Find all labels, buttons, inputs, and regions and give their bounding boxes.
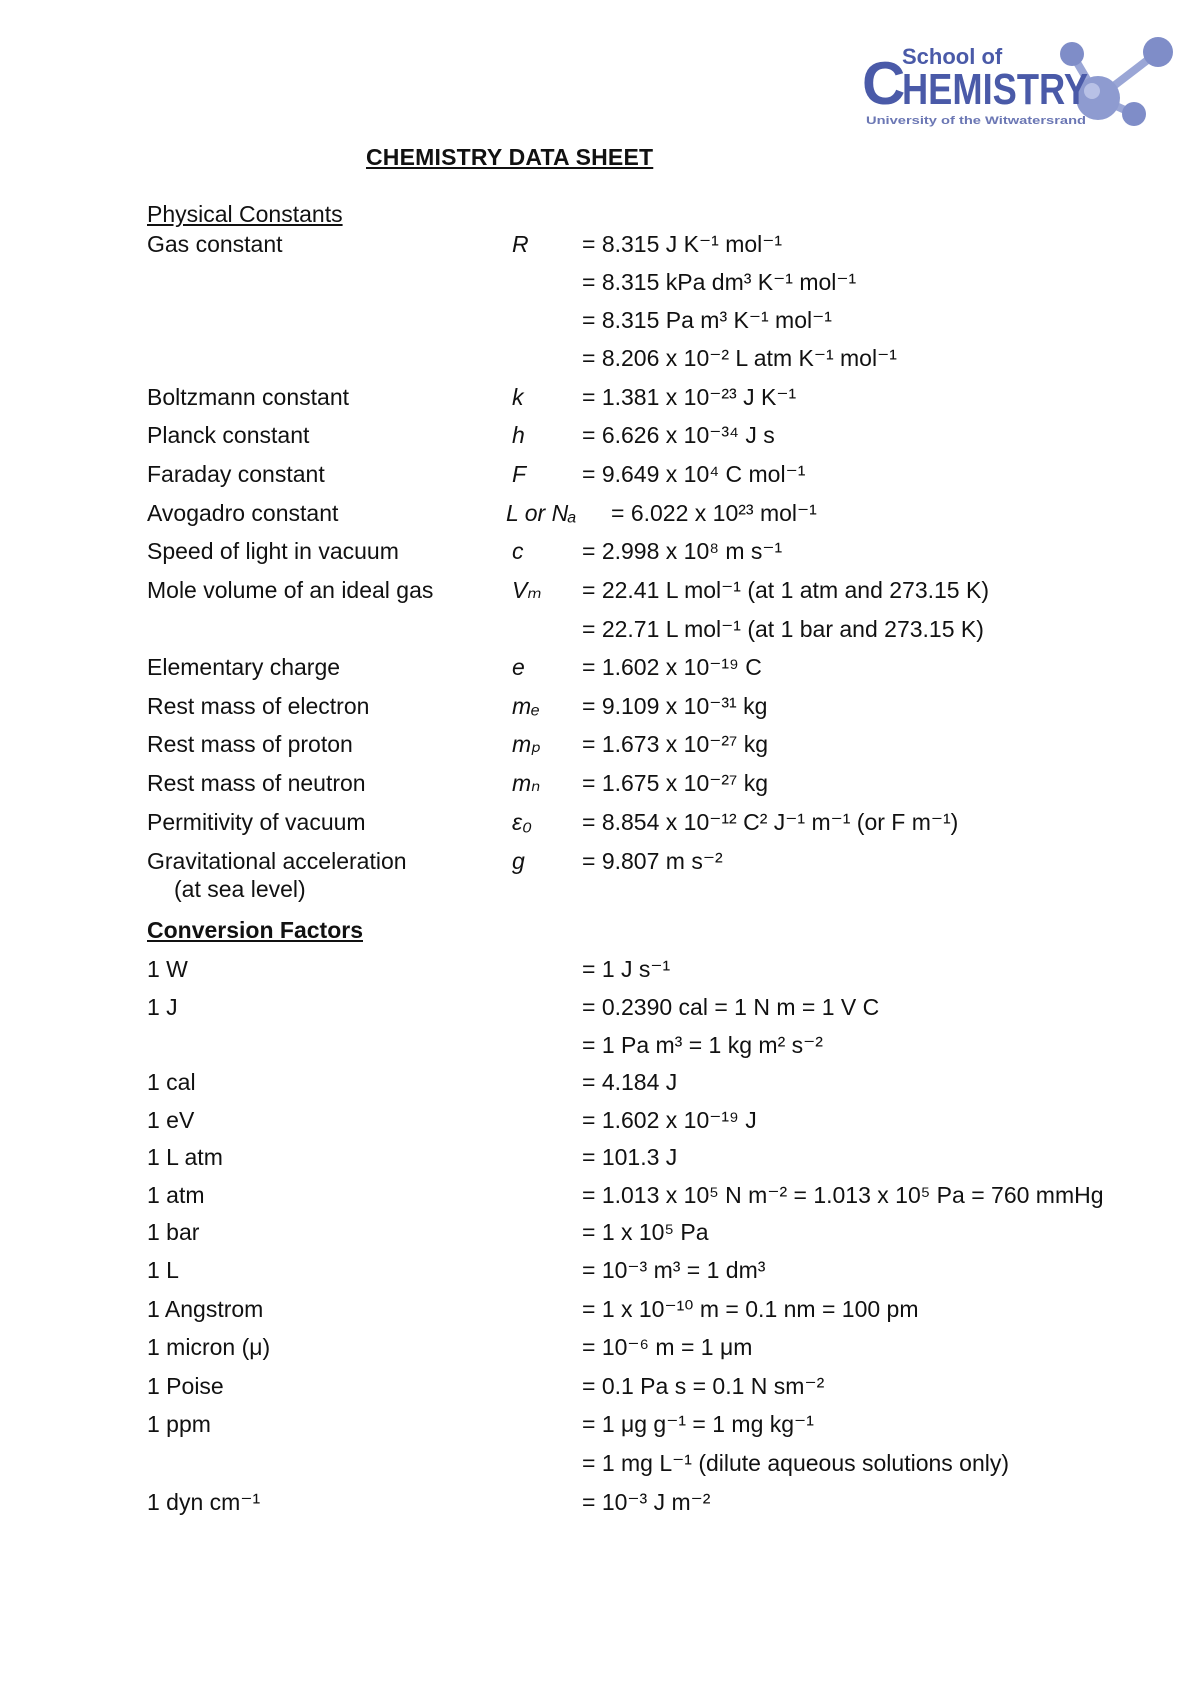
conversion-value: = 0.1 Pa s = 0.1 N sm⁻² (582, 1373, 825, 1399)
conversion-row (0, 1333, 1200, 1371)
conversion-value: = 1 mg L⁻¹ (dilute aqueous solutions only) (582, 1450, 1010, 1476)
conversion-value: = 1 x 10⁻¹⁰ m = 0.1 nm = 100 pm (582, 1296, 919, 1322)
conversion-row (0, 993, 1200, 1031)
constant-row (0, 769, 1200, 807)
constant-row (0, 268, 1200, 306)
conversion-unit: 1 J (147, 994, 178, 1020)
constant-value: = 9.649 x 10⁴ C mol⁻¹ (582, 461, 806, 487)
constant-row (0, 576, 1200, 614)
constant-label: Boltzmann constant (147, 384, 350, 410)
constant-value: = 9.807 m s⁻² (582, 848, 723, 874)
conversion-row (0, 1372, 1200, 1410)
constant-label: Rest mass of proton (147, 731, 353, 757)
constant-row (0, 730, 1200, 768)
constant-symbol: R (512, 231, 529, 257)
conversion-unit: 1 L (147, 1257, 179, 1283)
constant-symbol: mₚ (512, 731, 542, 757)
constant-row (0, 383, 1200, 421)
conversion-value: = 1 Pa m³ = 1 kg m² s⁻² (582, 1032, 823, 1058)
constant-symbol: mₑ (512, 693, 541, 719)
conversion-row (0, 955, 1200, 993)
constant-label: Elementary charge (147, 654, 341, 680)
constant-value: = 6.022 x 10²³ mol⁻¹ (611, 500, 817, 526)
conversion-unit: 1 eV (147, 1107, 195, 1133)
constant-symbol: ε₀ (512, 809, 532, 835)
constant-value: = 1.602 x 10⁻¹⁹ C (582, 654, 762, 680)
constant-row (0, 653, 1200, 691)
conversion-value: = 1 J s⁻¹ (582, 956, 671, 982)
constant-value: = 8.854 x 10⁻¹² C² J⁻¹ m⁻¹ (or F m⁻¹) (582, 809, 959, 835)
constant-value: = 8.315 Pa m³ K⁻¹ mol⁻¹ (582, 307, 832, 333)
constant-value: = 22.71 L mol⁻¹ (at 1 bar and 273.15 K) (582, 616, 984, 642)
constant-value: = 8.315 J K⁻¹ mol⁻¹ (582, 231, 783, 257)
conversion-row (0, 1031, 1200, 1069)
constant-label: Permitivity of vacuum (147, 809, 366, 835)
logo-line3: University of the Witwatersrand (866, 115, 1086, 127)
conversion-unit: 1 cal (147, 1069, 196, 1095)
conversion-unit: 1 micron (μ) (147, 1334, 271, 1360)
constant-label: Gas constant (147, 231, 283, 257)
constant-value: = 1.673 x 10⁻²⁷ kg (582, 731, 769, 757)
sphere-icon (1122, 102, 1146, 126)
conversion-unit: 1 ppm (147, 1411, 211, 1437)
conversion-value: = 1.602 x 10⁻¹⁹ J (582, 1107, 757, 1133)
conversion-value: = 10⁻⁶ m = 1 μm (582, 1334, 753, 1360)
logo-line1: School of (902, 44, 1003, 69)
conversion-value: = 10⁻³ m³ = 1 dm³ (582, 1257, 766, 1283)
constant-label: Avogadro constant (147, 500, 339, 526)
conversion-row (0, 1256, 1200, 1294)
conversion-row (0, 1410, 1200, 1448)
constant-row (0, 615, 1200, 653)
conversion-row (0, 1106, 1200, 1144)
constant-row (0, 692, 1200, 730)
conversion-factors-heading: Conversion Factors (147, 917, 363, 943)
conversion-row (0, 1181, 1200, 1219)
conversion-row (0, 1068, 1200, 1106)
constant-row (0, 537, 1200, 575)
conversion-unit: 1 atm (147, 1182, 205, 1208)
constant-label: Rest mass of electron (147, 693, 370, 719)
conversion-unit: 1 W (147, 956, 188, 982)
sphere-icon (1143, 37, 1173, 67)
conversion-unit: 1 Angstrom (147, 1296, 264, 1322)
constant-label: Planck constant (147, 422, 310, 448)
constant-label: Speed of light in vacuum (147, 538, 399, 564)
conversion-row (0, 1488, 1200, 1526)
constant-row (0, 421, 1200, 459)
constant-row (0, 230, 1200, 268)
conversion-value: = 4.184 J (582, 1069, 678, 1095)
constant-symbol: h (512, 422, 525, 448)
conversion-value: = 10⁻³ J m⁻² (582, 1489, 711, 1515)
constant-label-note: (at sea level) (174, 876, 306, 902)
constant-value: = 1.381 x 10⁻²³ J K⁻¹ (582, 384, 797, 410)
school-logo (862, 36, 1180, 136)
logo-line2: HEMISTRY (902, 65, 1088, 114)
constant-value: = 1.675 x 10⁻²⁷ kg (582, 770, 769, 796)
constant-label: Faraday constant (147, 461, 325, 487)
constant-value: = 6.626 x 10⁻³⁴ J s (582, 422, 775, 448)
conversion-row (0, 1218, 1200, 1256)
constant-label: Rest mass of neutron (147, 770, 366, 796)
constant-symbol: e (512, 654, 525, 680)
constant-row (0, 499, 1200, 537)
conversion-value: = 101.3 J (582, 1144, 678, 1170)
constant-row (0, 847, 1200, 902)
page-title: CHEMISTRY DATA SHEET (366, 144, 654, 170)
constant-row (0, 344, 1200, 382)
constant-symbol: Vₘ (512, 577, 542, 603)
constant-symbol: g (512, 848, 525, 874)
constant-symbol: F (512, 461, 527, 487)
constant-symbol: c (512, 538, 524, 564)
conversion-unit: 1 Poise (147, 1373, 224, 1399)
conversion-unit: 1 dyn cm⁻¹ (147, 1489, 261, 1515)
logo-initial: C (862, 50, 906, 117)
conversion-value: = 1 x 10⁵ Pa (582, 1219, 709, 1245)
conversion-value: = 1.013 x 10⁵ N m⁻² = 1.013 x 10⁵ Pa = 760 mmHg (582, 1182, 1104, 1208)
molecule-logo-icon (862, 36, 1180, 136)
physical-constants-heading: Physical Constants (147, 201, 343, 227)
constant-symbol: L or Nₐ (506, 500, 577, 526)
conversion-unit: 1 L atm (147, 1144, 223, 1170)
constant-value: = 2.998 x 10⁸ m s⁻¹ (582, 538, 783, 564)
constant-row (0, 460, 1200, 498)
constant-value: = 8.315 kPa dm³ K⁻¹ mol⁻¹ (582, 269, 857, 295)
constant-symbol: k (512, 384, 524, 410)
constant-row (0, 808, 1200, 846)
constant-value: = 8.206 x 10⁻² L atm K⁻¹ mol⁻¹ (582, 345, 897, 371)
constant-symbol: mₙ (512, 770, 541, 796)
sphere-icon (1060, 42, 1084, 66)
constant-label: Gravitational acceleration (147, 848, 407, 874)
conversion-unit: 1 bar (147, 1219, 200, 1245)
conversion-row (0, 1143, 1200, 1181)
constant-value: = 22.41 L mol⁻¹ (at 1 atm and 273.15 K) (582, 577, 989, 603)
conversion-value: = 1 μg g⁻¹ = 1 mg kg⁻¹ (582, 1411, 814, 1437)
conversion-row (0, 1295, 1200, 1333)
constant-label: Mole volume of an ideal gas (147, 577, 434, 603)
constant-row (0, 306, 1200, 344)
conversion-value: = 0.2390 cal = 1 N m = 1 V C (582, 994, 880, 1020)
constant-value: = 9.109 x 10⁻³¹ kg (582, 693, 768, 719)
conversion-row (0, 1449, 1200, 1487)
